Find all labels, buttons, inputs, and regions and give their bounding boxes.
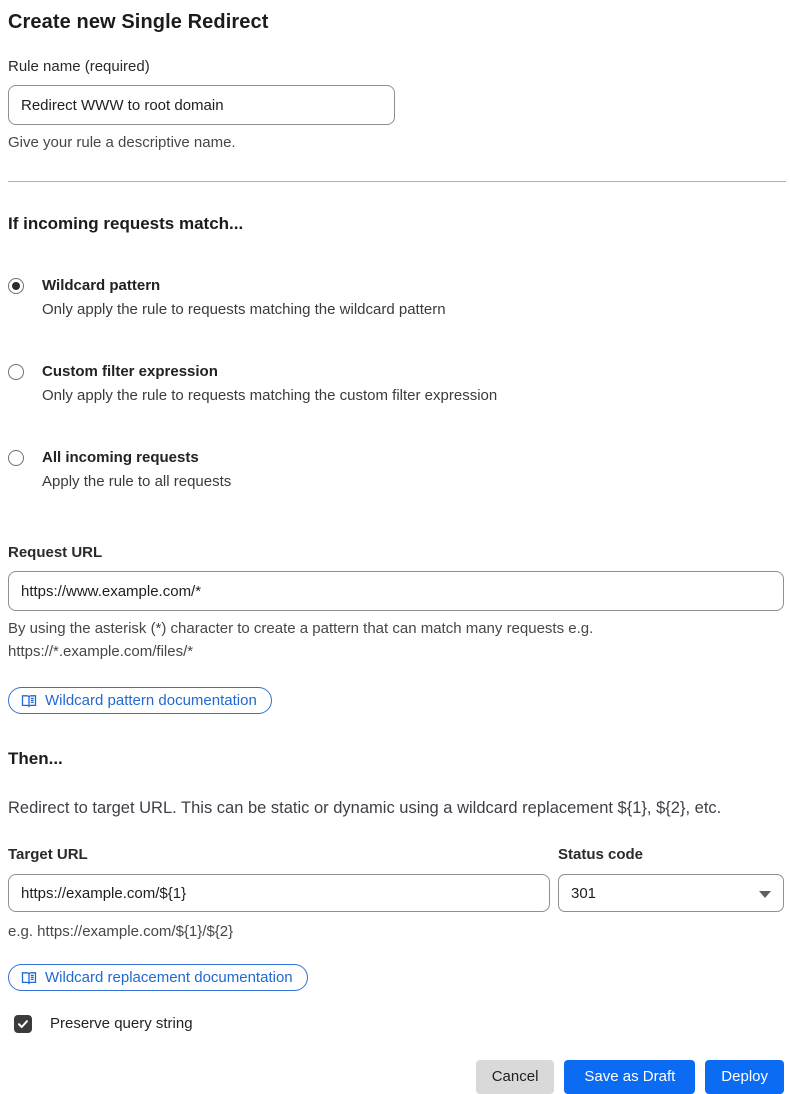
preserve-query-string-label: Preserve query string (50, 1015, 193, 1032)
radio-indicator[interactable] (8, 450, 24, 466)
target-url-status-row (8, 845, 784, 943)
doc-button-label: Wildcard pattern documentation (45, 692, 257, 709)
radio-indicator[interactable] (8, 364, 24, 380)
rule-name-help: Give your rule a descriptive name. (8, 134, 236, 151)
request-url-label: Request URL (8, 544, 103, 561)
wildcard-replacement-doc-button[interactable] (8, 964, 308, 991)
target-url-input[interactable] (8, 874, 550, 912)
radio-option-label: Custom filter expression (42, 363, 218, 380)
radio-option-description: Only apply the rule to requests matching the wildcard pattern (42, 301, 446, 318)
request-url-help: By using the asterisk (*) character to create a pattern that can match many requests e.g. https://*.example.com/files/* (8, 620, 594, 660)
section-divider (8, 181, 786, 182)
wildcard-pattern-doc-button[interactable] (8, 687, 272, 714)
radio-indicator[interactable] (8, 278, 24, 294)
radio-option-description: Apply the rule to all requests (42, 473, 232, 490)
doc-button-label: Wildcard replacement documentation (45, 969, 293, 986)
status-code-label: Status code (558, 846, 644, 863)
match-options-radio-group (8, 275, 784, 493)
book-icon (21, 970, 37, 986)
preserve-query-string-checkbox[interactable] (14, 1015, 32, 1033)
preserve-query-string-row[interactable] (8, 1014, 784, 1034)
then-section-heading: Then... (8, 749, 63, 768)
rule-name-input[interactable] (8, 85, 395, 125)
radio-option-all-incoming-requests[interactable] (8, 447, 784, 493)
target-url-label: Target URL (8, 846, 88, 863)
save-as-draft-button[interactable]: Save as Draft (564, 1060, 695, 1094)
checkmark-icon (17, 1018, 29, 1030)
book-icon (21, 693, 37, 709)
cancel-button[interactable]: Cancel (476, 1060, 555, 1094)
request-url-input[interactable] (8, 571, 784, 611)
radio-option-custom-filter-expression[interactable] (8, 361, 784, 407)
rule-name-label: Rule name (required) (8, 58, 150, 75)
deploy-button[interactable]: Deploy (705, 1060, 784, 1094)
page-title: Create new Single Redirect (8, 11, 269, 33)
form-actions (8, 1060, 784, 1094)
radio-option-wildcard-pattern[interactable] (8, 275, 784, 321)
radio-option-description: Only apply the rule to requests matching the custom filter expression (42, 387, 498, 404)
radio-option-label: All incoming requests (42, 449, 199, 466)
match-section-heading: If incoming requests match... (8, 214, 244, 233)
then-section-description: Redirect to target URL. This can be static or dynamic using a wildcard replacement ${1}, ${2}, etc. (8, 799, 722, 817)
radio-option-label: Wildcard pattern (42, 277, 161, 294)
status-code-select[interactable] (558, 874, 784, 912)
target-url-help: e.g. https://example.com/${1}/${2} (8, 923, 234, 940)
